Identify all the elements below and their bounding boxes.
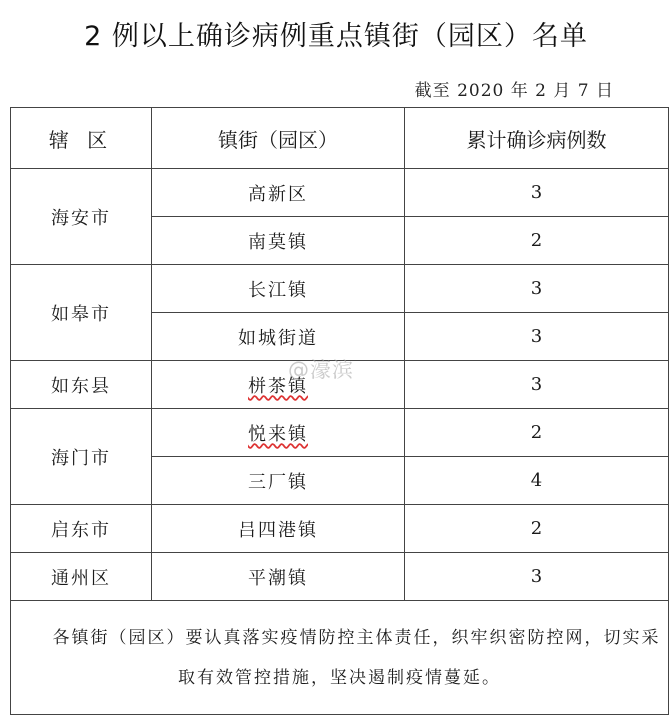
count-cell: 3	[405, 553, 669, 601]
town-cell: 栟茶镇	[152, 361, 405, 409]
district-cell: 海安市	[11, 169, 152, 265]
document-title: 2 例以上确诊病例重点镇街（园区）名单	[84, 21, 588, 52]
town-cell: 高新区	[152, 169, 405, 217]
header-town: 镇街（园区）	[152, 108, 405, 169]
note-cell	[11, 601, 669, 715]
district-cell: 通州区	[11, 553, 152, 601]
district-cell: 海门市	[11, 409, 152, 505]
table-row	[11, 409, 669, 457]
table-row	[11, 361, 669, 409]
note-row	[11, 601, 669, 715]
date-line: 截至 2020 年 2 月 7 日	[414, 81, 614, 101]
cases-table	[10, 107, 669, 715]
header-district: 辖 区	[11, 108, 152, 169]
count-cell: 2	[405, 409, 669, 457]
table-row	[11, 553, 669, 601]
town-cell: 南莫镇	[152, 217, 405, 265]
town-cell: 悦来镇	[152, 409, 405, 457]
watermark: @濠滨	[288, 358, 354, 382]
count-cell: 4	[405, 457, 669, 505]
table-header-row	[11, 108, 669, 169]
district-cell: 如皋市	[11, 265, 152, 361]
header-count: 累计确诊病例数	[405, 108, 669, 169]
note-text: 各镇街（园区）要认真落实疫情防控主体责任，织牢织密防控网，切实采取有效管控措施，坚决遏制疫情蔓延。	[52, 627, 661, 688]
table-row	[11, 169, 669, 217]
count-cell: 2	[405, 217, 669, 265]
count-cell: 3	[405, 361, 669, 409]
town-cell: 平潮镇	[152, 553, 405, 601]
count-cell: 3	[405, 313, 669, 361]
town-cell: 三厂镇	[152, 457, 405, 505]
district-cell: 启东市	[11, 505, 152, 553]
table-row	[11, 505, 669, 553]
town-cell: 吕四港镇	[152, 505, 405, 553]
district-cell: 如东县	[11, 361, 152, 409]
town-cell: 如城街道	[152, 313, 405, 361]
count-cell: 3	[405, 265, 669, 313]
table-row	[11, 265, 669, 313]
town-cell: 长江镇	[152, 265, 405, 313]
count-cell: 2	[405, 505, 669, 553]
count-cell: 3	[405, 169, 669, 217]
